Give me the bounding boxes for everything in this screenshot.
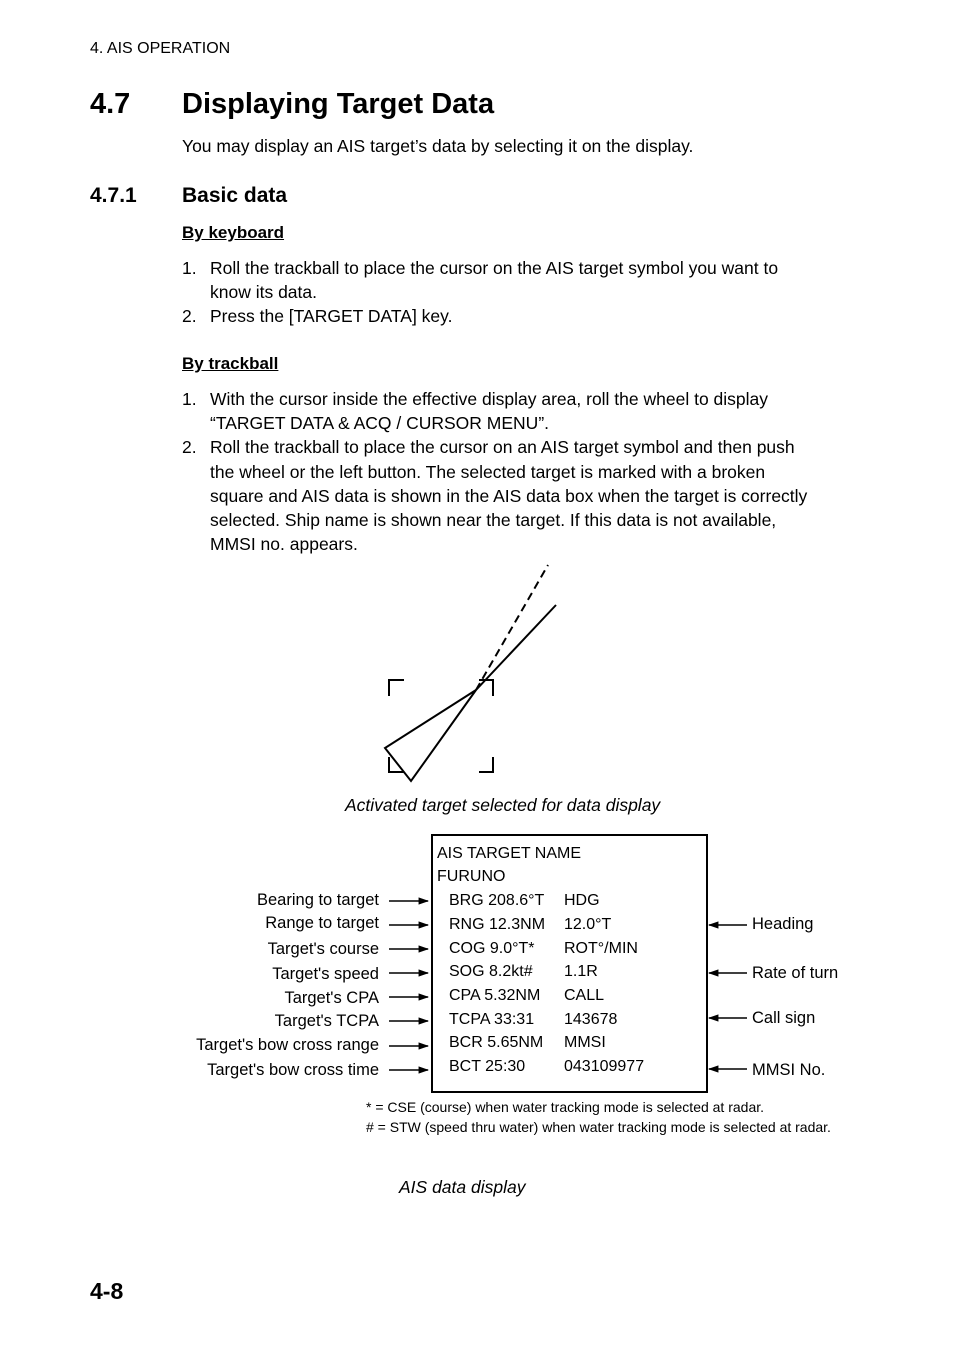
footnote-stw: # = STW (speed thru water) when water tracking mode is selected at radar.	[366, 1119, 831, 1135]
step-number: 1.	[182, 389, 197, 409]
step-text: Roll the trackball to place the cursor on the AIS target symbol you want to	[210, 258, 779, 278]
step-text: know its data.	[210, 282, 317, 303]
mmsi-label: MMSI	[564, 1034, 606, 1051]
step-number: 1.	[182, 258, 197, 278]
label-call-sign: Call sign	[752, 1009, 816, 1027]
subsection-number: 4.7.1	[90, 184, 137, 207]
step-text: Roll the trackball to place the cursor on an AIS target symbol and then push	[210, 437, 795, 458]
call-label: CALL	[564, 987, 605, 1004]
tcpa-value: TCPA 33:31	[449, 1011, 535, 1028]
footnote-cse: * = CSE (course) when water tracking mode is selected at radar.	[366, 1099, 765, 1115]
sog-value: SOG 8.2kt#	[449, 963, 533, 980]
mmsi-value: 043109977	[564, 1058, 645, 1075]
bct-value: BCT 25:30	[449, 1058, 526, 1075]
bcr-value: BCR 5.65NM	[449, 1034, 544, 1051]
step-text: square and AIS data is shown in the AIS data box when the target is correctly	[210, 485, 808, 506]
brg-value: BRG 208.6°T	[449, 892, 545, 909]
label-range: Range to target	[265, 914, 379, 932]
cog-value: COG 9.0°T*	[449, 940, 535, 957]
label-rate-of-turn: Rate of turn	[752, 964, 839, 982]
rot-value: 1.1R	[564, 963, 598, 980]
step-text: “TARGET DATA & ACQ / CURSOR MENU”.	[210, 413, 550, 434]
step-text: MMSI no. appears.	[210, 534, 358, 555]
step-text: Press the [TARGET DATA] key.	[210, 306, 453, 327]
by-trackball-heading: By trackball	[182, 354, 279, 373]
step-text: selected. Ship name is shown near the target. If this data is not available,	[210, 510, 777, 531]
hdg-label: HDG	[564, 892, 600, 909]
ais-target-name-label: AIS TARGET NAME	[437, 845, 582, 862]
figure1-caption: Activated target selected for data display	[345, 795, 661, 815]
label-heading: Heading	[752, 915, 814, 933]
intro-paragraph: You may display an AIS target’s data by selecting it on the display.	[182, 136, 694, 156]
label-speed: Target's speed	[272, 965, 379, 983]
section-number: 4.7	[90, 88, 131, 120]
label-course: Target's course	[267, 940, 379, 958]
label-mmsi-no: MMSI No.	[752, 1061, 826, 1079]
step-text: the wheel or the left button. The selected target is marked with a broken	[210, 461, 766, 482]
ais-target-name-value: FURUNO	[437, 868, 506, 885]
hdg-value: 12.0°T	[564, 916, 612, 933]
subsection-title: Basic data	[182, 184, 288, 207]
cpa-value: CPA 5.32NM	[449, 987, 541, 1004]
rot-label: ROT°/MIN	[564, 940, 638, 957]
label-bow-cross-range: Target's bow cross range	[196, 1036, 379, 1054]
running-head: 4. AIS OPERATION	[90, 40, 231, 57]
call-value: 143678	[564, 1011, 618, 1028]
label-cpa: Target's CPA	[284, 989, 379, 1007]
label-bow-cross-time: Target's bow cross time	[207, 1061, 379, 1079]
label-bearing: Bearing to target	[257, 891, 379, 909]
figure2-caption: AIS data display	[399, 1177, 526, 1197]
label-tcpa: Target's TCPA	[274, 1012, 379, 1030]
by-keyboard-heading: By keyboard	[182, 223, 285, 242]
step-text: With the cursor inside the effective display area, roll the wheel to display	[210, 389, 769, 409]
page-number: 4-8	[90, 1278, 124, 1304]
step-number: 2.	[182, 306, 197, 327]
step-number: 2.	[182, 437, 197, 458]
section-title: Displaying Target Data	[182, 88, 495, 120]
rng-value: RNG 12.3NM	[449, 916, 546, 933]
